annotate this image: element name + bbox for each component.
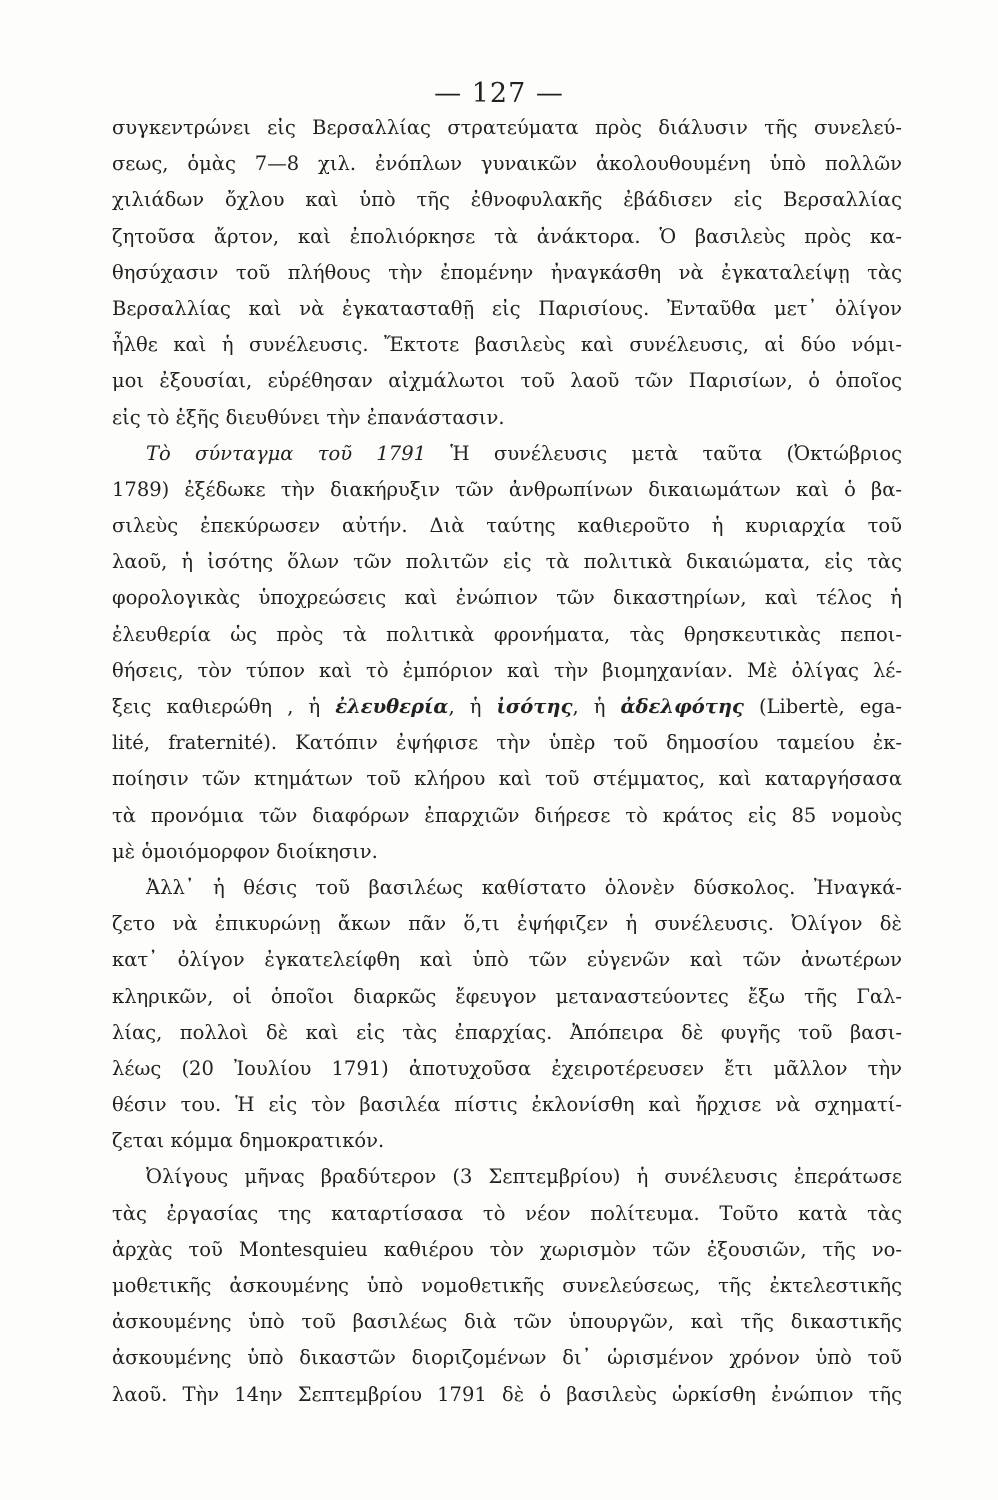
text-line: λαοῦ. Τὴν 14ην Σεπτεμβρίου 1791 δὲ ὁ βασιλεὺς ὡρκίσθη ἐνώπιον τῆς: [112, 1382, 902, 1406]
text-line: θέσιν του. Ἡ εἰς τὸν βασιλέα πίστις ἐκλονίσθη καὶ ἤρχισε νὰ σχηματί-: [112, 1093, 902, 1117]
page-number: — 127 —: [434, 78, 564, 109]
text-fragment: ξεις καθιερώθη: [112, 695, 273, 718]
section-heading: Τὸ σύνταγμα τοῦ 1791: [146, 441, 427, 465]
text-fragment: , ἡ: [448, 695, 497, 718]
text-line: κληρικῶν, οἱ ὁποῖοι διαρκῶς ἔφευγον μεταναστεύοντες ἔξω τῆς Γαλ-: [112, 984, 902, 1008]
body-text: [112, 110, 902, 1413]
text-line: θήσεις, τὸν τύπον καὶ τὸ ἐμπόριον καὶ τὴν βιομηχανίαν. Μὲ ὀλίγας λέ-: [112, 658, 902, 682]
text-line: χιλιάδων ὄχλου καὶ ὑπὸ τῆς ἐθνοφυλακῆς ἐβάδισεν εἰς Βερσαλλίας: [112, 188, 902, 212]
text-line: Βερσαλλίας καὶ νὰ ἐγκατασταθῇ εἰς Παρισίους. Ἐνταῦθα μετ᾽ ὀλίγον: [112, 296, 902, 320]
motto-line: [112, 689, 902, 725]
text-line: κατ᾽ ὀλίγον ἐγκατελείφθη καὶ ὑπὸ τῶν εὐγενῶν καὶ τῶν ἀνωτέρων: [112, 948, 902, 972]
text-line: λίας, πολλοὶ δὲ καὶ εἰς τὰς ἐπαρχίας. Ἀπόπειρα δὲ φυγῆς τοῦ βασι-: [112, 1020, 902, 1044]
text-line: ἀσκουμένης ὑπὸ τοῦ βασιλέως διὰ τῶν ὑπουργῶν, καὶ τῆς δικαστικῆς: [112, 1310, 902, 1334]
text-line: ἀρχὰς τοῦ Montesquieu καθιέρου τὸν χωρισμὸν τῶν ἐξουσιῶν, τῆς νο-: [112, 1237, 902, 1261]
text-line: ἦλθε καὶ ἡ συνέλευσις. Ἔκτοτε βασιλεὺς καὶ συνέλευσις, αἱ δύο νόμι-: [112, 333, 902, 357]
section-heading-line: [112, 436, 902, 472]
term-equality: ἰσότης: [496, 695, 573, 718]
text-line: ἀσκουμένης ὑπὸ δικαστῶν διοριζομένων δι᾽ ὡρισμένον χρόνον ὑπὸ τοῦ: [112, 1346, 902, 1370]
text-line: σιλεὺς ἐπεκύρωσεν αὐτήν. Διὰ ταύτης καθιεροῦτο ἡ κυριαρχία τοῦ: [112, 514, 902, 538]
text-line: τὰ προνόμια τῶν διαφόρων ἐπαρχιῶν διήρεσε τὸ κράτος εἰς 85 νομοὺς: [112, 803, 902, 827]
text-line: θησύχασιν τοῦ πλήθους τὴν ἐπομένην ἠναγκάσθη νὰ ἐγκαταλείψῃ τὰς: [112, 260, 902, 284]
text-line: ζεται κόμμα δημοκρατικόν.: [112, 1129, 385, 1153]
text-line: εἰς τὸ ἑξῆς διευθύνει τὴν ἐπανάστασιν.: [112, 405, 505, 429]
text-line: μὲ ὁμοιόμορφον διοίκησιν.: [112, 839, 378, 863]
text-line: ποίησιν τῶν κτημάτων τοῦ κλήρου καὶ τοῦ στέμματος, καὶ καταργήσασα: [112, 767, 902, 791]
text-line: λέως (20 Ἰουλίου 1791) ἀποτυχοῦσα ἐχειροτέρευσεν ἔτι μᾶλλον τὴν: [112, 1056, 902, 1080]
text-line: Ἀλλ᾽ ἡ θέσις τοῦ βασιλέως καθίστατο ὁλονὲν δύσκολος. Ἠναγκά-: [146, 875, 902, 899]
term-liberty: ἐλευθερία: [335, 695, 449, 718]
text-line: lité, fraternité). Κατόπιν ἐψήφισε τὴν ὑπὲρ τοῦ δημοσίου ταμείου ἐκ-: [112, 731, 902, 755]
text-line: μοι ἐξουσίαι, εὑρέθησαν αἰχμάλωτοι τοῦ λαοῦ τῶν Παρισίων, ὁ ὁποῖος: [112, 369, 902, 393]
term-fraternity: ἀδελφότης: [620, 695, 744, 718]
text-line: ἐλευθερία ὡς πρὸς τὰ πολιτικὰ φρονήματα, τὰς θρησκευτικὰς πεποι-: [112, 622, 902, 646]
french-motto: (Libertè, ega-: [743, 695, 902, 718]
text-fragment: , ἡ: [287, 695, 336, 718]
text-line: μοθετικῆς ἀσκουμένης ὑπὸ νομοθετικῆς συνελεύσεως, τῆς ἐκτελεστικῆς: [112, 1274, 902, 1297]
text-line: Ὀλίγους μῆνας βραδύτερον (3 Σεπτεμβρίου) ἡ συνέλευσις ἐπεράτωσε: [146, 1165, 902, 1189]
text-line: σεως, ὁμὰς 7—8 χιλ. ἐνόπλων γυναικῶν ἀκολουθουμένη ὑπὸ πολλῶν: [112, 152, 902, 176]
text-fragment: Ἡ συνέλευσις μετὰ ταῦτα (Ὀκτώβριος: [450, 441, 902, 465]
text-line: συγκεντρώνει εἰς Βερσαλλίας στρατεύματα πρὸς διάλυσιν τῆς συνελεύ-: [112, 116, 902, 139]
text-line: λαοῦ, ἡ ἰσότης ὅλων τῶν πολιτῶν εἰς τὰ πολιτικὰ δικαιώματα, εἰς τὰς: [112, 550, 902, 574]
text-line: 1789) ἐξέδωκε τὴν διακήρυξιν τῶν ἀνθρωπίνων δικαιωμάτων καὶ ὁ βα-: [112, 477, 902, 501]
text-line: τὰς ἐργασίας της καταρτίσασα τὸ νέον πολίτευμα. Τοῦτο κατὰ τὰς: [112, 1201, 902, 1225]
text-line: φορολογικὰς ὑποχρεώσεις καὶ ἐνώπιον τῶν δικαστηρίων, καὶ τέλος ἡ: [112, 586, 902, 610]
text-fragment: , ἡ: [572, 695, 621, 718]
text-line: ζετο νὰ ἐπικυρώνῃ ἄκων πᾶν ὅ,τι ἐψήφιζεν ἡ συνέλευσις. Ὀλίγον δὲ: [112, 912, 902, 936]
text-line: ζητοῦσα ἄρτον, καὶ ἐπολιόρκησε τὰ ἀνάκτορα. Ὁ βασιλεὺς πρὸς κα-: [112, 224, 902, 248]
